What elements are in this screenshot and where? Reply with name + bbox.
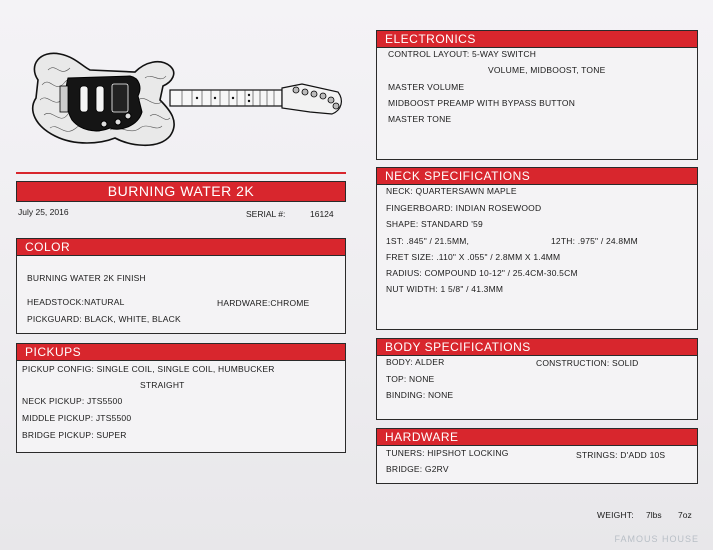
body-wood: BODY: ALDER	[386, 357, 445, 367]
neck-fret-size: FRET SIZE: .110" X .055" / 2.8MM X 1.4MM	[386, 252, 561, 262]
neck-nut-width: NUT WIDTH: 1 5/8" / 41.3MM	[386, 284, 504, 294]
pickups-config: PICKUP CONFIG: SINGLE COIL, SINGLE COIL, HUMBUCKER	[22, 364, 275, 374]
color-pickguard: PICKGUARD: BLACK, WHITE, BLACK	[27, 314, 181, 324]
electronics-master-volume: MASTER VOLUME	[388, 82, 465, 92]
electronics-midboost: MIDBOOST PREAMP WITH BYPASS BUTTON	[388, 98, 576, 108]
electronics-layout: CONTROL LAYOUT: 5-WAY SWITCH	[388, 49, 537, 59]
pickups-config-cont: STRAIGHT	[140, 380, 185, 390]
guitar-illustration	[20, 40, 345, 160]
hardware-bridge: BRIDGE: G2RV	[386, 464, 449, 474]
neck-title: NECK SPECIFICATIONS	[377, 168, 697, 185]
body-construction: CONSTRUCTION: SOLID	[536, 358, 639, 368]
color-finish: BURNING WATER 2K FINISH	[27, 273, 146, 283]
body-title: BODY SPECIFICATIONS	[377, 339, 697, 356]
body-binding: BINDING: NONE	[386, 390, 454, 400]
model-banner: BURNING WATER 2K	[16, 181, 346, 202]
serial-value: 16124	[310, 209, 334, 219]
watermark-logo: FAMOUS HOUSE	[614, 534, 699, 544]
neck-wood: NECK: QUARTERSAWN MAPLE	[386, 186, 517, 196]
body-top: TOP: NONE	[386, 374, 435, 384]
color-title: COLOR	[17, 239, 345, 256]
pickups-neck: NECK PICKUP: JTS5500	[22, 396, 123, 406]
hardware-tuners: TUNERS: HIPSHOT LOCKING	[386, 448, 509, 458]
neck-radius: RADIUS: COMPOUND 10-12" / 25.4CM-30.5CM	[386, 268, 578, 278]
weight-label: WEIGHT:	[597, 510, 634, 520]
hardware-title: HARDWARE	[377, 429, 697, 446]
color-hardware: HARDWARE:CHROME	[217, 298, 310, 308]
neck-first-fret: 1ST: .845" / 21.5MM,	[386, 236, 470, 246]
header-rule	[16, 172, 346, 174]
hardware-strings: STRINGS: D'ADD 10S	[576, 450, 666, 460]
neck-fingerboard: FINGERBOARD: INDIAN ROSEWOOD	[386, 203, 542, 213]
weight-oz: 7oz	[678, 510, 692, 520]
serial-label: SERIAL #:	[246, 209, 286, 219]
electronics-layout-cont: VOLUME, MIDBOOST, TONE	[488, 65, 606, 75]
neck-twelfth-fret: 12TH: .975" / 24.8MM	[551, 236, 638, 246]
pickups-middle: MIDDLE PICKUP: JTS5500	[22, 413, 132, 423]
pickups-title: PICKUPS	[17, 344, 345, 361]
pickups-bridge: BRIDGE PICKUP: SUPER	[22, 430, 127, 440]
neck-shape: SHAPE: STANDARD '59	[386, 219, 483, 229]
electronics-title: ELECTRONICS	[377, 31, 697, 48]
date-text: July 25, 2016	[18, 207, 69, 217]
weight-lbs: 7lbs	[646, 510, 662, 520]
electronics-master-tone: MASTER TONE	[388, 114, 452, 124]
color-headstock: HEADSTOCK:NATURAL	[27, 297, 125, 307]
